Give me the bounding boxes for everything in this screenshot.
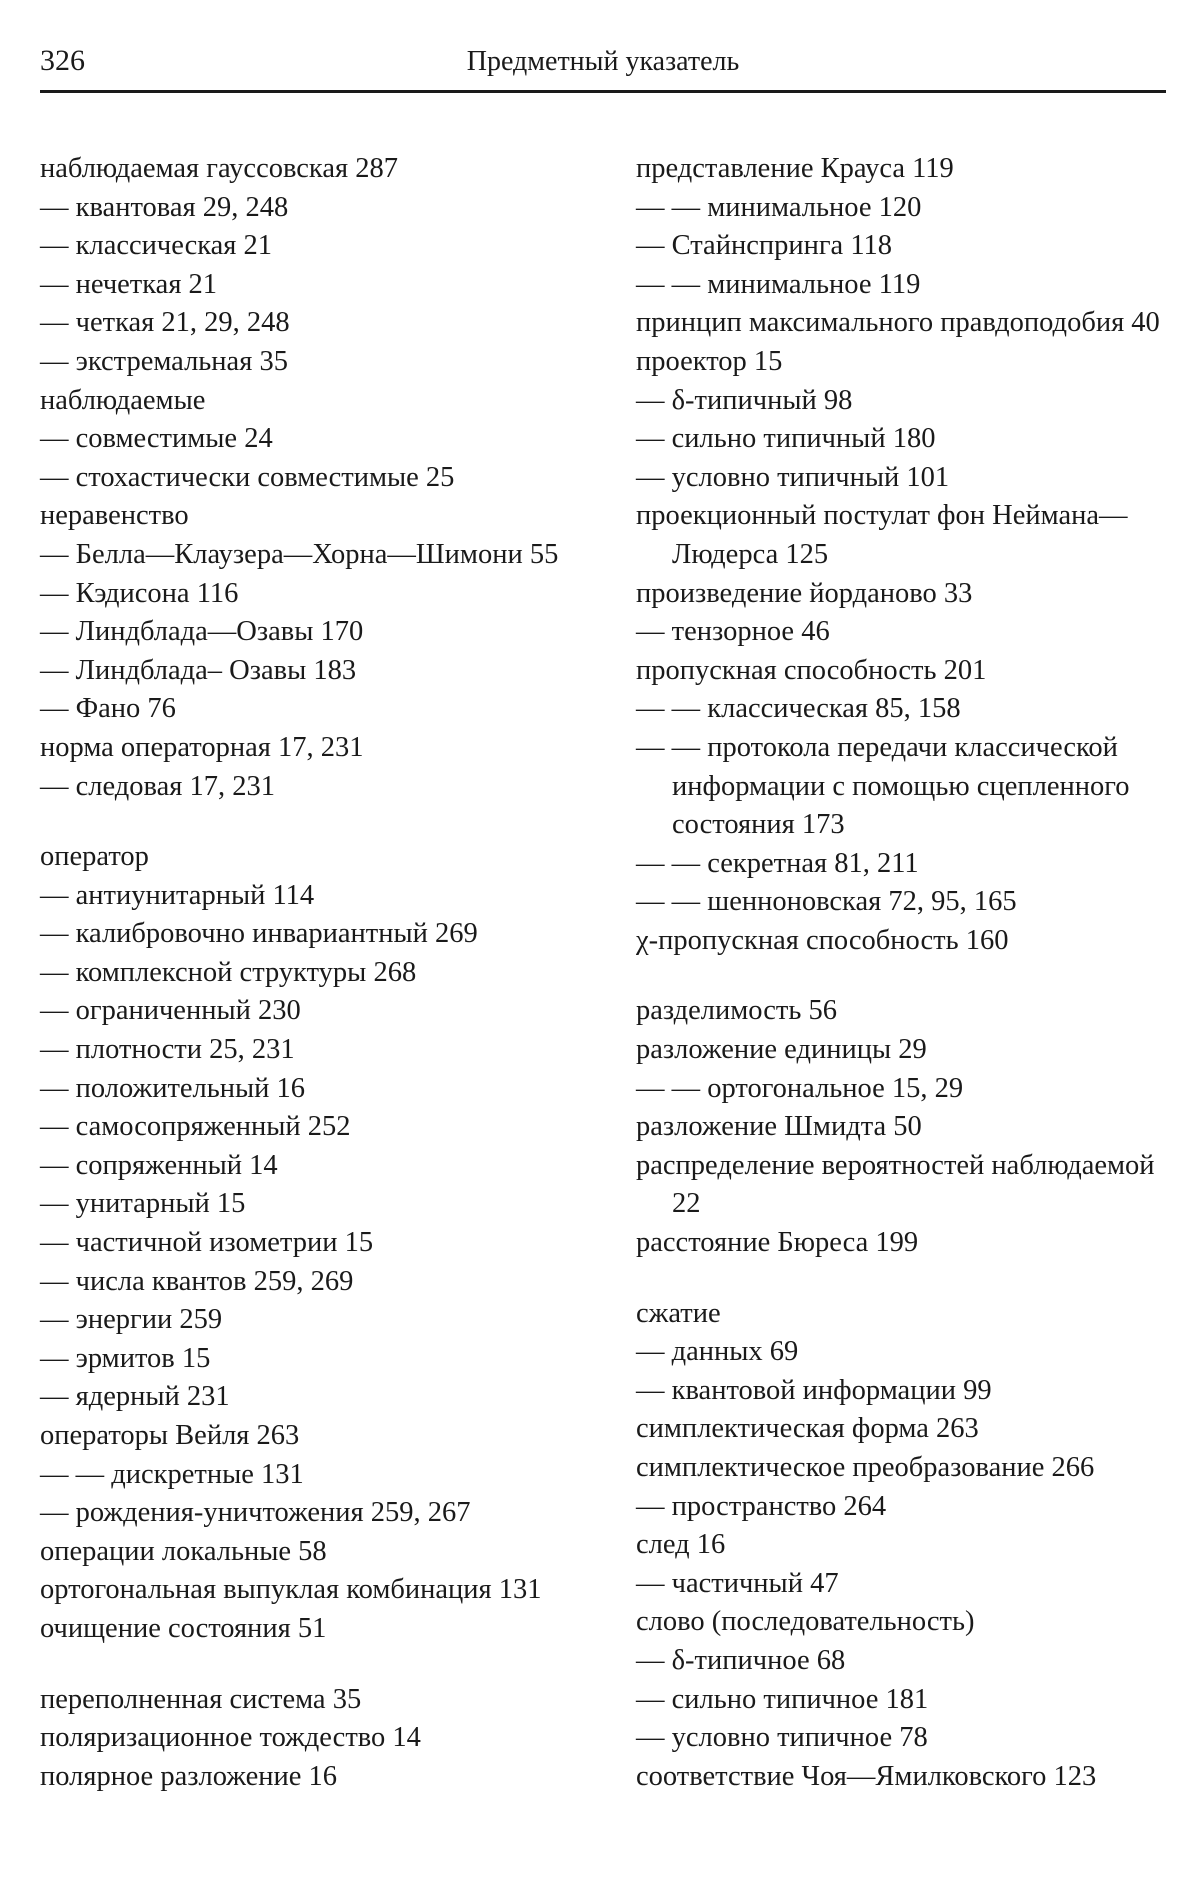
index-entry: — сопряженный 14 [40, 1149, 278, 1181]
index-entry: — антиунитарный 114 [40, 879, 315, 911]
running-title: Предметный указатель [466, 46, 740, 77]
index-entry: — Кэдисона 116 [40, 577, 239, 609]
index-entry: — сильно типичный 180 [636, 423, 936, 455]
index-entry: — стохастически совместимые 25 [40, 461, 455, 493]
index-entry: сжатие [636, 1297, 721, 1329]
index-entry: переполненная система 35 [40, 1683, 362, 1715]
index-entry: разложение Шмидта 50 [636, 1111, 922, 1143]
index-entry: полярное разложение 16 [40, 1760, 337, 1792]
index-entry: — Белла—Клаузера—Хорна—Шимони 55 [40, 538, 559, 570]
index-entry: произведение йорданово 33 [636, 577, 973, 609]
page-number: 326 [40, 44, 85, 77]
index-entry: — следовая 17, 231 [40, 770, 275, 802]
index-entry: наблюдаемая гауссовская 287 [40, 153, 398, 184]
index-entry: наблюдаемые [40, 384, 206, 416]
index-entry: — сильно типичное 181 [636, 1683, 929, 1715]
index-entry: — совместимые 24 [40, 423, 273, 455]
index-entry: разделимость 56 [636, 995, 837, 1027]
index-entry: распределение вероятностей наблюдаемой 22 [636, 1149, 1155, 1220]
index-entry: — рождения-уничтожения 259, 267 [40, 1497, 471, 1529]
index-entry: — нечеткая 21 [40, 268, 218, 300]
index-entry: — четкая 21, 29, 248 [40, 307, 290, 339]
index-entry: — энергии 259 [40, 1304, 223, 1336]
index-entry: — частичной изометрии 15 [40, 1227, 374, 1259]
index-entry: — числа квантов 259, 269 [40, 1265, 354, 1297]
index-entry: — — минимальное 119 [636, 268, 921, 300]
index-entry: очищение состояния 51 [40, 1612, 327, 1644]
index-entry: — — ортогональное 15, 29 [636, 1072, 964, 1104]
index-entry: соответствие Чоя—Ямилковского 123 [636, 1760, 1097, 1792]
index-entry: — классическая 21 [40, 230, 273, 262]
index-entry: — δ-типичный 98 [636, 384, 853, 416]
index-entry: — комплексной структуры 268 [40, 956, 417, 988]
index-entry: — данных 69 [636, 1336, 799, 1368]
index-entry: — — классическая 85, 158 [636, 693, 961, 725]
index-entry: — Линдблада—Озавы 170 [40, 616, 364, 648]
index-entry: — Фано 76 [40, 693, 176, 725]
index-entry: проекционный постулат фон Неймана—Людерса 125 [636, 500, 1128, 570]
index-entry: — — шенноновская 72, 95, 165 [636, 886, 1017, 918]
index-entry: — эрмитов 15 [40, 1342, 211, 1374]
index-entry: проектор 15 [636, 345, 783, 377]
index-entry: — пространство 264 [636, 1490, 887, 1522]
index-entry: операции локальные 58 [40, 1535, 327, 1567]
index-entry: — ограниченный 230 [40, 995, 301, 1027]
index-entry: представление Крауса 119 [636, 153, 954, 184]
index-entry: принцип максимального правдоподобия 40 [636, 307, 1160, 339]
index-entry: оператор [40, 841, 149, 873]
index-entry: — экстремальная 35 [40, 345, 288, 377]
index-entry: — — секретная 81, 211 [636, 847, 919, 879]
index-entry: — квантовая 29, 248 [40, 191, 289, 223]
index-entry: — условно типичный 101 [636, 461, 950, 493]
index-entry: — условно типичное 78 [636, 1722, 928, 1754]
index-entry: симплектическая форма 263 [636, 1413, 979, 1445]
index-entry: — — минимальное 120 [636, 191, 922, 223]
index-entry: неравенство [40, 500, 189, 532]
index-entry: — частичный 47 [636, 1567, 839, 1599]
index-entry: разложение единицы 29 [636, 1034, 927, 1066]
index-entry: — Стайнспринга 118 [636, 230, 893, 262]
index-entry: — ядерный 231 [40, 1381, 230, 1413]
index-entry: след 16 [636, 1529, 726, 1561]
index-entry: — δ-типичное 68 [636, 1644, 846, 1676]
index-column-left [40, 150, 610, 1796]
index-entry: слово (последовательность) [636, 1606, 975, 1638]
index-entry: поляризационное тождество 14 [40, 1722, 421, 1754]
index-entry: ортогональная выпуклая комбинация 131 [40, 1574, 542, 1606]
index-column-right [636, 150, 1166, 1796]
index-entry: — — протокола передачи классической информации с помощью сцепленного состояния 173 [636, 731, 1130, 841]
index-entry: χ-пропускная способность 160 [636, 924, 1009, 956]
index-entry: пропускная способность 201 [636, 654, 987, 686]
index-entry: симплектическое преобразование 266 [636, 1452, 1095, 1483]
index-entry: — самосопряженный 252 [40, 1111, 351, 1143]
index-page [40, 0, 1166, 1901]
index-entry: операторы Вейля 263 [40, 1420, 300, 1451]
index-entry: — калибровочно инвариантный 269 [40, 918, 478, 950]
index-entry: — тензорное 46 [636, 616, 830, 648]
index-entry: норма операторная 17, 231 [40, 731, 364, 763]
index-entry: — плотности 25, 231 [40, 1034, 295, 1066]
index-entry: — унитарный 15 [40, 1188, 246, 1220]
index-entry: расстояние Бюреса 199 [636, 1227, 919, 1259]
index-entry: — — дискретные 131 [40, 1458, 304, 1490]
index-entry: — Линдблада– Озавы 183 [40, 654, 357, 686]
index-entry: — квантовой информации 99 [636, 1374, 992, 1406]
index-entry: — положительный 16 [40, 1072, 306, 1104]
page-header [40, 40, 1166, 93]
